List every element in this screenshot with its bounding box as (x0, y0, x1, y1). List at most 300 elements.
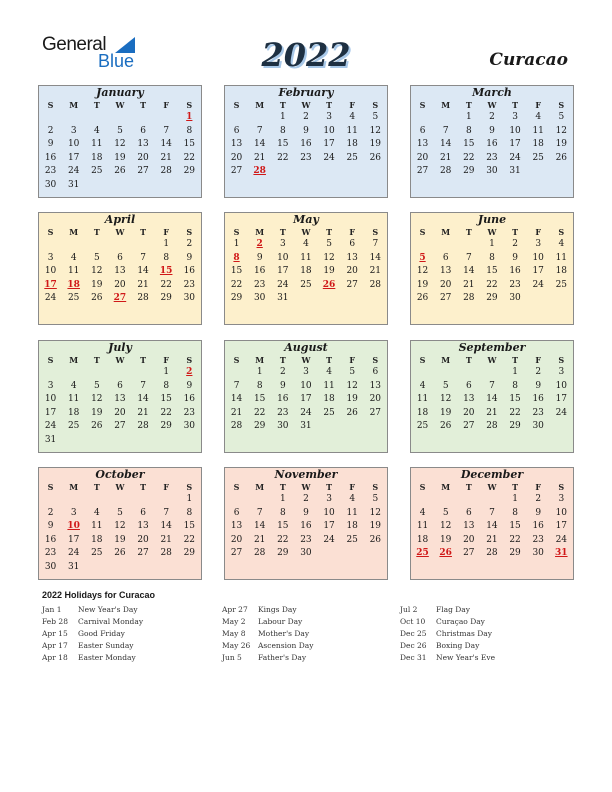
weekday-label: S (419, 355, 426, 365)
day-cell: 9 (303, 125, 309, 136)
day-grid (225, 493, 387, 561)
day-cell: 26 (114, 166, 126, 176)
weekday-label: S (558, 482, 565, 492)
day-cell: 21 (160, 152, 172, 163)
day-cell: 27 (137, 548, 149, 558)
day-cell: 4 (535, 112, 542, 122)
day-cell: 28 (137, 293, 149, 303)
holiday-date: Jun 5 (222, 653, 242, 662)
month-july (38, 340, 202, 453)
day-cell: 21 (439, 152, 452, 163)
day-cell: 4 (349, 494, 356, 504)
day-cell: 30 (277, 421, 289, 431)
weekday-label: M (69, 227, 79, 237)
day-cell: 4 (70, 380, 77, 391)
day-cell: 14 (486, 394, 498, 404)
day-cell: 29 (463, 166, 475, 176)
weekday-label: W (301, 355, 311, 365)
day-grid (39, 238, 201, 306)
holiday-date: May 8 (222, 629, 246, 638)
holiday-item (42, 640, 143, 652)
day-cell: 24 (67, 166, 80, 176)
day-cell-holiday: 2 (256, 239, 263, 249)
month-september (410, 340, 574, 453)
day-cell: 4 (349, 112, 356, 122)
day-grid (39, 493, 201, 574)
holiday-date: Apr 27 (222, 605, 248, 614)
weekday-label: F (349, 100, 356, 110)
weekday-label: S (419, 482, 426, 492)
day-cell: 14 (137, 394, 149, 404)
day-cell: 20 (463, 534, 475, 545)
month-title: June (477, 213, 507, 226)
weekday-label: T (326, 355, 333, 365)
day-cell: 15 (253, 394, 266, 404)
day-cell: 19 (114, 534, 126, 545)
holiday-item (400, 652, 495, 664)
day-empty (457, 238, 480, 252)
day-cell: 26 (416, 293, 429, 303)
day-cell: 9 (186, 252, 193, 263)
day-cell: 30 (183, 421, 196, 431)
month-march (410, 85, 574, 198)
weekday-label: T (326, 100, 333, 110)
day-cell: 10 (277, 252, 289, 263)
day-cell: 21 (253, 152, 266, 163)
day-cell: 8 (256, 380, 263, 391)
day-cell: 30 (509, 293, 521, 303)
day-empty (132, 111, 155, 125)
weekday-header (411, 226, 573, 238)
day-empty (434, 111, 457, 125)
day-cell: 22 (463, 152, 475, 163)
day-cell: 17 (323, 139, 335, 149)
day-cell: 5 (372, 112, 379, 122)
weekday-label: T (93, 100, 100, 110)
day-cell: 19 (114, 152, 126, 163)
month-title: November (274, 468, 338, 481)
holiday-date: Oct 10 (400, 617, 426, 626)
day-cell: 19 (555, 139, 568, 149)
day-grid (225, 238, 387, 306)
day-cell: 10 (509, 125, 521, 136)
weekday-label: S (372, 482, 379, 492)
day-cell: 3 (535, 239, 542, 249)
day-cell: 24 (67, 548, 80, 558)
day-cell: 30 (300, 548, 312, 558)
holiday-name: Ascension Day (258, 641, 314, 650)
day-cell: 30 (486, 166, 498, 176)
month-title: March (472, 86, 512, 99)
holiday-date: Apr 18 (42, 653, 68, 662)
weekday-label: S (372, 355, 379, 365)
day-cell: 9 (256, 252, 263, 263)
day-cell: 23 (532, 407, 544, 418)
day-cell: 26 (439, 421, 452, 431)
day-empty (85, 366, 108, 380)
day-cell: 11 (416, 394, 429, 404)
calendar-year: 2022 (261, 36, 351, 74)
day-cell: 17 (67, 534, 80, 545)
day-cell: 17 (44, 407, 57, 418)
holiday-date: May 26 (222, 641, 251, 650)
weekday-label: S (558, 227, 565, 237)
day-cell: 1 (256, 367, 263, 377)
day-cell: 5 (442, 507, 449, 518)
day-empty (132, 238, 155, 252)
holiday-item (222, 628, 313, 640)
day-cell: 17 (277, 266, 289, 276)
day-cell: 26 (91, 421, 103, 431)
weekday-label: M (69, 355, 79, 365)
day-empty (480, 493, 503, 507)
day-cell: 5 (117, 125, 123, 136)
day-cell: 10 (44, 394, 57, 404)
day-cell: 24 (555, 407, 568, 418)
day-cell: 27 (114, 421, 126, 431)
day-cell: 22 (253, 407, 266, 418)
day-cell: 26 (114, 548, 126, 558)
day-cell: 14 (486, 521, 498, 531)
day-cell: 30 (532, 421, 544, 431)
day-cell: 15 (230, 266, 243, 276)
weekday-label: S (372, 100, 379, 110)
day-cell: 1 (163, 239, 170, 249)
day-cell: 22 (183, 152, 196, 163)
holiday-item (222, 652, 313, 664)
holidays-column (42, 604, 143, 664)
day-cell: 14 (463, 266, 475, 276)
day-cell: 17 (323, 521, 335, 531)
day-empty (411, 111, 434, 125)
day-cell: 19 (369, 139, 382, 149)
month-title: April (104, 213, 136, 226)
day-cell: 2 (489, 112, 495, 122)
day-cell: 4 (326, 367, 332, 377)
day-cell: 23 (300, 152, 312, 163)
day-cell: 22 (183, 534, 196, 545)
weekday-label: W (301, 227, 311, 237)
day-cell: 21 (230, 407, 243, 418)
weekday-label: M (441, 227, 451, 237)
holiday-date: Apr 17 (42, 641, 68, 650)
day-cell-holiday: 5 (419, 252, 426, 263)
day-empty (248, 111, 271, 125)
day-cell: 7 (256, 125, 263, 136)
weekday-label: T (512, 100, 519, 110)
month-december (410, 467, 574, 580)
day-cell: 7 (140, 380, 146, 391)
day-cell: 26 (369, 534, 382, 545)
day-cell: 15 (183, 139, 196, 149)
day-cell: 2 (535, 367, 542, 377)
day-cell: 15 (509, 521, 521, 531)
day-cell: 8 (279, 507, 286, 518)
day-cell: 30 (44, 561, 57, 572)
day-cell: 12 (416, 266, 429, 276)
day-cell: 11 (532, 125, 544, 136)
weekday-label: T (279, 227, 286, 237)
day-cell: 11 (346, 507, 358, 518)
holiday-date: Dec 25 (400, 629, 427, 638)
day-cell: 20 (346, 266, 358, 276)
day-cell: 7 (372, 239, 379, 249)
day-cell: 18 (91, 534, 103, 545)
day-cell: 25 (91, 166, 103, 176)
day-cell: 13 (137, 521, 149, 531)
month-april (38, 212, 202, 325)
holiday-name: Easter Monday (78, 653, 136, 662)
weekday-label: F (535, 482, 542, 492)
day-cell: 19 (323, 266, 335, 276)
day-cell-holiday: 25 (416, 548, 429, 558)
day-cell: 4 (93, 125, 100, 136)
weekday-label: T (465, 227, 472, 237)
holiday-name: Flag Day (436, 605, 470, 614)
weekday-label: S (419, 100, 426, 110)
day-cell: 7 (140, 252, 146, 263)
month-june (410, 212, 574, 325)
day-empty (248, 493, 271, 507)
day-cell: 2 (303, 112, 309, 122)
day-cell: 23 (44, 548, 57, 558)
weekday-label: S (372, 227, 379, 237)
day-cell: 11 (91, 521, 103, 531)
day-cell: 13 (230, 139, 243, 149)
weekday-label: S (233, 482, 240, 492)
day-cell: 9 (303, 507, 309, 518)
day-cell: 7 (442, 125, 449, 136)
weekday-label: S (419, 227, 426, 237)
day-cell: 18 (346, 139, 358, 149)
day-cell: 21 (486, 407, 498, 418)
day-cell: 3 (326, 494, 332, 504)
day-cell-holiday: 27 (113, 293, 127, 303)
day-cell: 25 (555, 279, 568, 290)
day-cell: 11 (67, 266, 80, 276)
day-cell: 3 (47, 380, 54, 391)
day-cell: 10 (300, 380, 312, 391)
day-cell: 16 (183, 266, 196, 276)
day-grid (411, 493, 573, 561)
holiday-date: Dec 31 (400, 653, 427, 662)
holiday-name: Carnival Monday (78, 617, 144, 626)
day-cell-holiday: 2 (186, 367, 193, 377)
day-cell: 17 (300, 394, 312, 404)
day-cell: 29 (277, 548, 289, 558)
day-cell: 5 (349, 367, 356, 377)
day-cell: 2 (47, 507, 54, 518)
weekday-label: W (487, 100, 497, 110)
weekday-label: M (255, 482, 265, 492)
day-cell: 21 (369, 266, 382, 276)
day-cell: 7 (256, 507, 263, 518)
day-cell: 12 (114, 521, 126, 531)
day-cell: 18 (416, 534, 429, 545)
day-cell-holiday: 8 (233, 252, 240, 263)
weekday-header (225, 99, 387, 111)
month-february (224, 85, 388, 198)
day-cell: 23 (509, 279, 521, 290)
day-cell: 18 (300, 266, 312, 276)
weekday-label: F (163, 227, 170, 237)
day-cell: 8 (186, 507, 193, 518)
day-cell: 3 (279, 239, 286, 249)
day-cell: 5 (558, 112, 565, 122)
day-cell: 6 (233, 507, 240, 518)
day-empty (434, 366, 457, 380)
holiday-date: Jan 1 (42, 605, 62, 614)
day-cell: 15 (277, 521, 289, 531)
weekday-header (225, 481, 387, 493)
day-cell: 28 (160, 166, 172, 176)
weekday-label: T (140, 355, 147, 365)
day-cell: 1 (489, 239, 495, 249)
day-cell: 8 (163, 380, 170, 391)
holiday-date: Dec 26 (400, 641, 427, 650)
day-cell: 17 (555, 521, 568, 531)
day-cell: 24 (44, 293, 57, 303)
day-cell: 14 (369, 252, 382, 263)
day-cell: 12 (346, 380, 358, 391)
weekday-label: S (558, 355, 565, 365)
month-november (224, 467, 388, 580)
day-cell: 9 (512, 252, 518, 263)
day-cell: 12 (369, 507, 382, 518)
logo-text-blue: Blue (98, 51, 135, 71)
day-cell: 23 (183, 407, 196, 418)
day-grid (225, 111, 387, 179)
holiday-item (400, 604, 495, 616)
holiday-name: Christmas Day (436, 629, 492, 638)
day-cell: 16 (300, 521, 312, 531)
weekday-label: S (47, 482, 54, 492)
day-cell: 31 (300, 421, 312, 431)
day-cell: 18 (532, 139, 544, 149)
day-cell: 11 (346, 125, 358, 136)
month-title: July (108, 341, 132, 354)
weekday-label: M (69, 100, 79, 110)
day-cell: 10 (323, 125, 335, 136)
day-cell: 27 (346, 279, 358, 290)
day-cell: 14 (253, 521, 266, 531)
holiday-name: Easter Sunday (78, 641, 134, 650)
day-cell: 2 (535, 494, 542, 504)
day-cell: 23 (532, 534, 544, 545)
day-cell: 29 (160, 421, 172, 431)
day-cell: 28 (463, 293, 475, 303)
day-cell: 6 (465, 380, 472, 391)
day-empty (62, 366, 85, 380)
weekday-label: M (441, 100, 451, 110)
weekday-label: T (465, 100, 472, 110)
day-cell: 13 (369, 380, 382, 391)
weekday-label: M (441, 355, 451, 365)
day-cell: 27 (369, 407, 382, 418)
day-cell: 26 (91, 293, 103, 303)
day-cell: 25 (532, 152, 544, 163)
day-cell: 27 (463, 548, 475, 558)
weekday-label: M (69, 482, 79, 492)
day-cell: 27 (416, 166, 429, 176)
day-cell: 10 (555, 380, 568, 391)
day-cell: 15 (183, 521, 196, 531)
day-cell: 28 (369, 279, 382, 290)
day-cell: 7 (163, 507, 170, 518)
holiday-date: Jul 2 (400, 605, 418, 614)
day-cell: 15 (277, 139, 289, 149)
day-cell: 24 (300, 407, 312, 418)
day-cell: 22 (509, 534, 521, 545)
day-cell: 7 (163, 125, 170, 136)
day-cell: 23 (277, 407, 289, 418)
day-cell: 19 (91, 279, 103, 290)
weekday-label: S (186, 100, 193, 110)
month-title: December (460, 468, 524, 481)
day-cell: 2 (512, 239, 518, 249)
weekday-label: S (186, 355, 193, 365)
day-cell: 25 (346, 534, 358, 545)
day-cell: 2 (279, 367, 286, 377)
day-cell: 30 (183, 293, 196, 303)
day-cell: 10 (555, 507, 568, 518)
weekday-header (39, 226, 201, 238)
day-cell-holiday: 26 (439, 548, 452, 558)
day-cell: 15 (486, 266, 498, 276)
holiday-name: Boxing Day (436, 641, 480, 650)
day-cell: 27 (230, 548, 243, 558)
day-empty (457, 366, 480, 380)
day-cell: 3 (326, 112, 332, 122)
day-cell: 13 (439, 266, 452, 276)
day-cell: 19 (439, 534, 452, 545)
holiday-name: Good Friday (78, 629, 125, 638)
weekday-label: T (465, 482, 472, 492)
day-cell: 20 (416, 152, 429, 163)
day-cell: 28 (439, 166, 452, 176)
day-empty (85, 238, 108, 252)
holiday-item (42, 628, 143, 640)
day-cell: 13 (137, 139, 149, 149)
day-cell: 19 (416, 279, 429, 290)
day-cell: 23 (44, 166, 57, 176)
day-cell: 9 (535, 380, 542, 391)
day-cell: 28 (137, 421, 149, 431)
day-cell: 3 (47, 252, 54, 263)
day-empty (108, 111, 131, 125)
weekday-label: F (349, 227, 356, 237)
day-cell: 29 (486, 293, 498, 303)
day-cell: 6 (465, 507, 472, 518)
day-cell-holiday: 31 (555, 548, 568, 558)
day-cell: 4 (93, 507, 100, 518)
day-cell: 9 (186, 380, 193, 391)
weekday-label: T (279, 100, 286, 110)
day-cell: 22 (230, 279, 243, 290)
day-empty (62, 111, 85, 125)
day-cell: 17 (555, 394, 568, 404)
day-cell: 1 (512, 494, 518, 504)
day-cell: 24 (277, 279, 289, 290)
day-cell: 8 (279, 125, 286, 136)
day-cell: 7 (489, 507, 495, 518)
weekday-label: S (186, 482, 193, 492)
weekday-header (411, 354, 573, 366)
weekday-label: F (349, 355, 356, 365)
day-cell: 25 (67, 293, 80, 303)
day-cell: 31 (67, 561, 80, 572)
day-cell: 21 (137, 407, 149, 418)
